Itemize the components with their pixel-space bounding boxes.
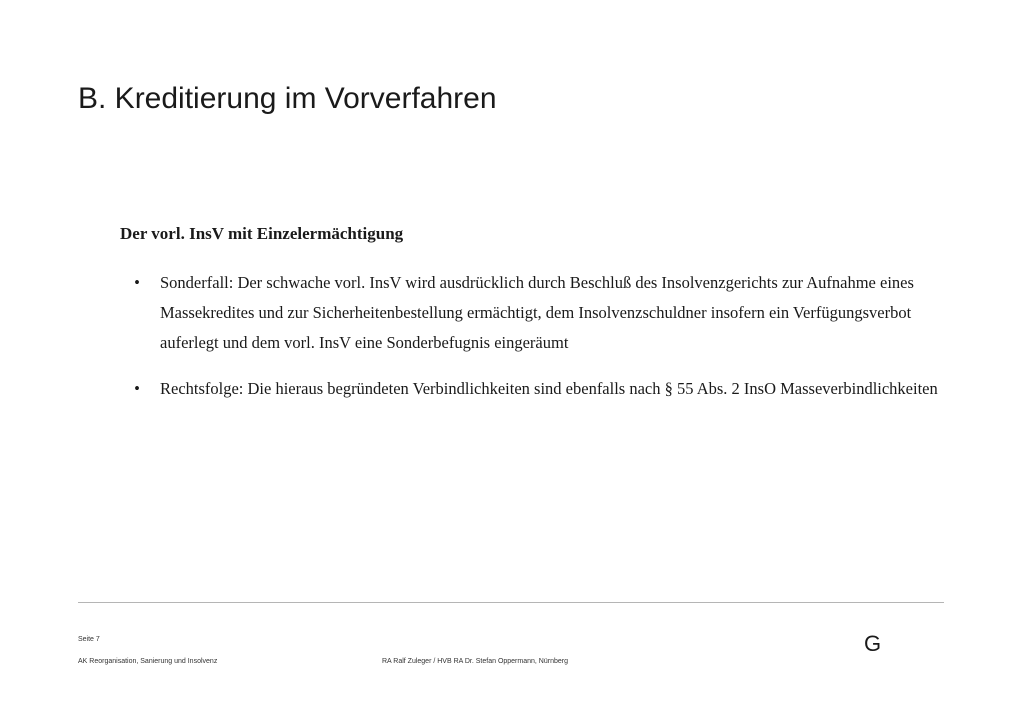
footer-divider (78, 602, 944, 603)
bullet-dot-icon: • (134, 379, 140, 398)
bullet-dot-icon: • (134, 273, 140, 292)
footer-authors: RA Ralf Zuleger / HVB RA Dr. Stefan Oppermann, Nürnberg (382, 658, 568, 665)
bullet-list (130, 268, 940, 420)
logo-letter: G (864, 631, 882, 656)
bullet-item-sonderfall (130, 268, 940, 358)
bullet-text: Sonderfall: Der schwache vorl. InsV wird ausdrücklich durch Beschluß des Insolvenzgerichts zur Aufnahme eines Massekredites und zur Sicherheitenbestellung ermächtigt, dem Insolvenzschuldner insofern ein Verfügungsverbot auferlegt und dem vorl. InsV eine Sonderbefugnis eingeräumt (160, 273, 914, 352)
bullet-item-rechtsfolge (130, 374, 940, 404)
slide-title: B. Kreditierung im Vorverfahren (78, 82, 497, 115)
footer-organization: AK Reorganisation, Sanierung und Insolvenz (78, 658, 218, 665)
bullet-text: Rechtsfolge: Die hieraus begründeten Verbindlichkeiten sind ebenfalls nach § 55 Abs. 2 InsO Masseverbindlichkeiten (160, 379, 938, 398)
page-number: Seite 7 (78, 636, 100, 643)
section-heading: Der vorl. InsV mit Einzelermächtigung (120, 224, 404, 243)
